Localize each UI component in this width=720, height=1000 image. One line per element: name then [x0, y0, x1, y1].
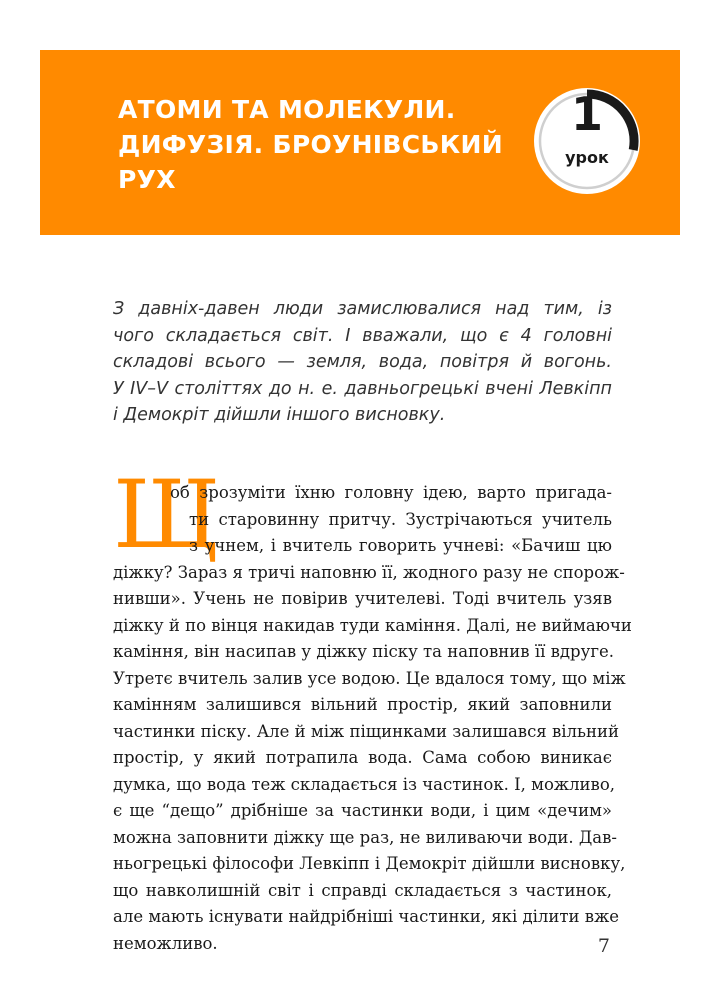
intro-line: складові всього — земля, вода, повітря й вогонь.	[113, 352, 612, 372]
body-line: Утретє вчитель залив усе водою. Це вдалося тому, що між	[113, 668, 626, 688]
page-number: 7	[597, 935, 610, 957]
body-line: камінням залишився вільний простір, який заповнили	[113, 695, 612, 714]
body-line: об зрозуміти їхню головну ідею, варто пригада-	[170, 483, 612, 502]
intro-line: З давніх-давен люди замислювалися над тим, із	[113, 299, 612, 319]
lesson-number: 1	[570, 87, 603, 141]
body-line: ньогрецькі філософи Левкіпп і Демокріт дійшли висновку,	[113, 854, 626, 873]
body-line: діжку й по вінця накидав туди каміння. Далі, не виймаючи	[113, 615, 632, 635]
body-line: що навколишній світ і справді складається з частинок,	[113, 880, 612, 900]
title-line: ДИФУЗІЯ. БРОУНІВСЬКИЙ	[118, 130, 503, 159]
intro-paragraph	[113, 296, 612, 429]
body-line: є ще “дещо” дрібніше за частинки води, і цим «дечим»	[113, 801, 612, 820]
body-line: каміння, він насипав у діжку піску та наповнив її вдруге.	[113, 642, 614, 661]
body-line: але мають існувати найдрібніші частинки, які ділити вже	[113, 907, 620, 926]
intro-line: і Демокріт дійшли іншого висновку.	[113, 405, 446, 425]
body-line: з учнем, і вчитель говорить учневі: «Бачиш цю	[189, 536, 612, 555]
body-line: діжку? Зараз я тричі наповню її, жодного разу не спорож-	[113, 562, 625, 582]
body-line: простір, у який потрапила вода. Сама собою виникає	[113, 748, 612, 767]
lesson-badge	[532, 86, 642, 196]
lesson-label: урок	[565, 148, 609, 167]
body-paragraph	[113, 480, 632, 957]
intro-line: У IV–V століттях до н. е. давньогрецькі вчені Левкіпп	[113, 378, 612, 399]
title-line: АТОМИ ТА МОЛЕКУЛИ.	[118, 95, 456, 124]
lesson-title	[118, 92, 503, 197]
body-line: частинки піску. Але й між піщинками залишався вільний	[113, 721, 619, 741]
intro-line: чого складається світ. І вважали, що є 4 головні	[113, 325, 612, 346]
body-line: думка, що вода теж складається із частинок. І, можливо,	[113, 774, 616, 794]
lesson-header-banner	[40, 50, 680, 235]
body-line: нивши». Учень не повірив учителеві. Тоді вчитель узяв	[113, 589, 612, 608]
title-line: РУХ	[118, 165, 176, 194]
body-line: неможливо.	[113, 933, 218, 953]
body-line: можна заповнити діжку ще раз, не виливаючи води. Дав-	[113, 827, 617, 847]
body-line: ти старовинну притчу. Зустрічаються учитель	[189, 509, 612, 529]
drop-cap-letter: Щ	[113, 461, 221, 570]
